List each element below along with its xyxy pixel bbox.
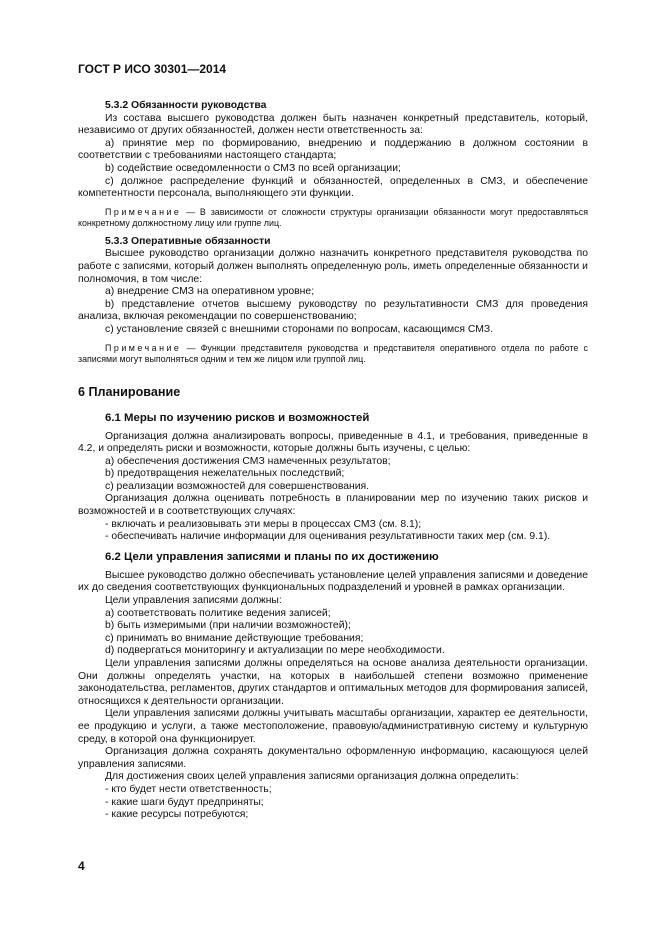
list-item: a) соответствовать политике ведения записей; xyxy=(105,607,331,619)
note xyxy=(78,343,588,365)
list-item: a) внедрение СМЗ на оперативном уровне; xyxy=(105,286,315,298)
section-5-3-2-title: 5.3.2 Обязанности руководства xyxy=(105,100,267,111)
list-item: c) реализации возможностей для совершенствования. xyxy=(105,480,370,492)
paragraph: Высшее руководство должно обеспечивать установление целей управления записями и доведение их до сведения соответствующих функциональных подразделений и уровней в рамках организации. xyxy=(78,569,588,594)
section-5-3-3-title: 5.3.3 Оперативные обязанности xyxy=(105,235,271,247)
list-item: c) принимать во внимание действующие требования; xyxy=(105,632,364,644)
list-item: - какие ресурсы потребуются; xyxy=(105,809,249,821)
section-6-title: 6 Планирование xyxy=(78,384,181,399)
note-text: — В зависимости от сложности структуры организации обязанности могут предоставляться конкретному должностному лицу или группе лиц. xyxy=(78,206,588,228)
list-item: d) подвергаться мониторингу и актуализации по мере необходимости. xyxy=(105,645,445,657)
note xyxy=(78,207,588,229)
document-header: ГОСТ Р ИСО 30301—2014 xyxy=(78,62,227,76)
note-label: Примечание xyxy=(105,342,182,353)
paragraph: Цели управления записями должны учитывать масштабы организации, характер ее деятельности, ее продукцию и услуги, а также местоположение, правовую/административную систему и культурную среду, в которой она функционирует. xyxy=(78,708,588,745)
note-label: Примечание xyxy=(105,206,182,217)
list-item: - обеспечивать наличие информации для оценивания результативности таких мер (см. 9.1). xyxy=(105,531,551,543)
paragraph: Организация должна анализировать вопросы, приведенные в 4.1, и требования, приведенные в 4.2, и определять риски и возможности, которые должны быть изучены, с целью: xyxy=(78,430,588,455)
list-item: b) предотвращения нежелательных последствий; xyxy=(105,468,345,480)
paragraph: Высшее руководство организации должно назначить конкретного представителя руководства по работе с записями, который должен выполнять определенную роль, иметь определенные обязанности и полномочия, в том числе: xyxy=(78,248,588,285)
paragraph: Для достижения своих целей управления записями организация должна определить: xyxy=(105,771,519,783)
list-item: a) обеспечения достижения СМЗ намеченных результатов; xyxy=(105,455,391,467)
list-item: - включать и реализовывать эти меры в процессах СМЗ (см. 8.1); xyxy=(105,518,422,530)
section-6-1-title: 6.1 Меры по изучению рисков и возможностей xyxy=(105,411,370,424)
list-item: b) содействие осведомленности о СМЗ по всей организации; xyxy=(105,162,401,174)
paragraph: Из состава высшего руководства должен быть назначен конкретный представитель, который, независимо от других обязанностей, должен нести ответственность за: xyxy=(78,112,588,137)
paragraph: Организация должна сохранять документально оформленную информацию, касающуюся целей управления записями. xyxy=(78,746,588,770)
list-item: b) представление отчетов высшему руководству по результативности СМЗ для проведения анализа, включая рекомендации по совершенствованию; xyxy=(78,298,588,323)
paragraph: Цели управления записями должны определяться на основе анализа деятельности организации. Они должны определять участки, на которых в наибольшей степени возможно применение законодательства, регламентов, других стандартов и оптимальных методов для формирования записей, относящихся к деятельности организации. xyxy=(78,658,588,707)
list-item: c) должное распределение функций и обязанностей, определенных в СМЗ, и обеспечение компетентности персонала, выполняющего эти функции. xyxy=(78,175,588,200)
note-text: — Функции представителя руководства и представителя оперативного отдела по работе с записями могут выполняться одним и тем же лицом или группой лиц. xyxy=(78,342,588,364)
list-item: - кто будет нести ответственность; xyxy=(105,783,272,795)
paragraph: Организация должна оценивать потребность в планировании мер по изучению таких рисков и возможностей и в соответствующих случаях: xyxy=(78,493,588,518)
list-item: - какие шаги будут предприняты; xyxy=(105,796,264,808)
list-item: c) установление связей с внешними сторонами по вопросам, касающимся СМЗ. xyxy=(105,323,494,335)
section-6-2-title: 6.2 Цели управления записями и планы по их достижению xyxy=(105,550,439,563)
list-item: a) принятие мер по формированию, внедрению и поддержанию в должном состоянии в соответствии с требованиями настоящего стандарта; xyxy=(78,137,588,162)
paragraph: Цели управления записями должны: xyxy=(105,595,282,607)
document-body xyxy=(78,100,588,822)
list-item: b) быть измеримыми (при наличии возможностей); xyxy=(105,620,351,632)
page-number: 4 xyxy=(78,859,85,873)
